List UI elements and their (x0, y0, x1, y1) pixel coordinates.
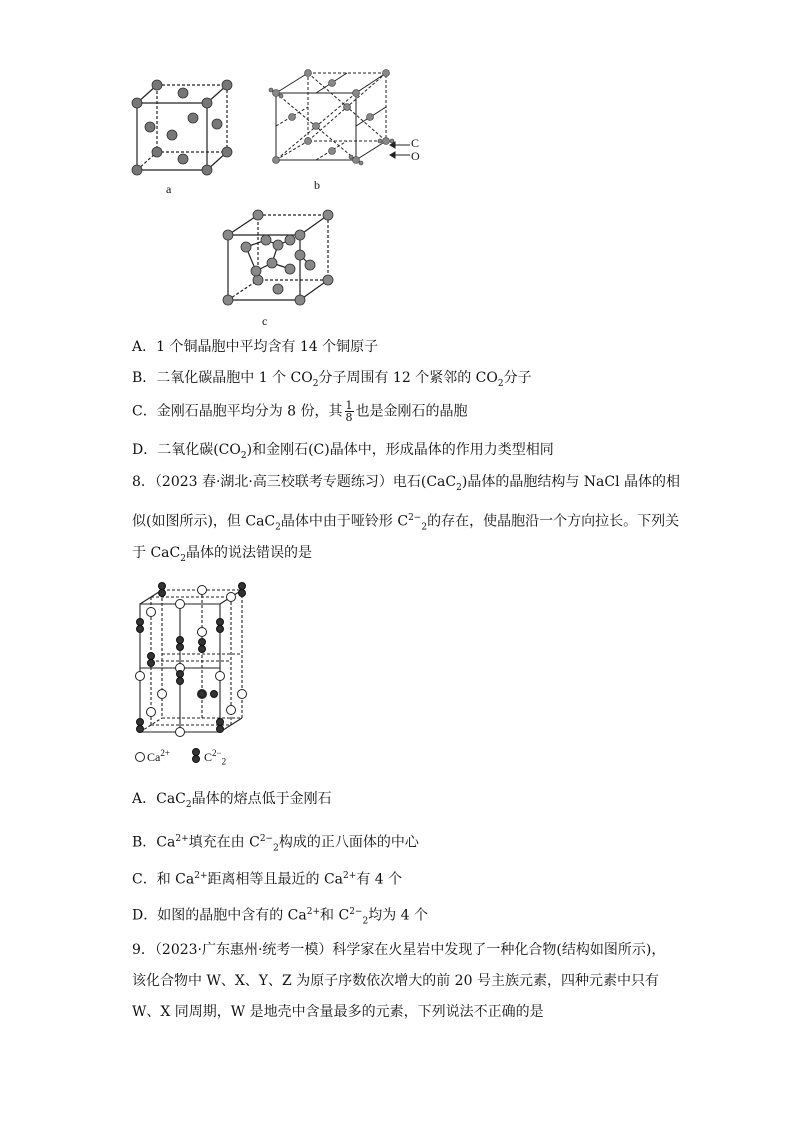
q8-stem-line-1: 8．（2023 春·湖北·高三校联考专题练习）电石(CaC$_2$)晶体的晶胞结构与 NaCl 晶体的相 (132, 474, 681, 493)
legend-c2-icon (190, 748, 202, 764)
q9-stem-line-3: W、X 同周期，W 是地壳中含量最多的元素，下列说法不正确的是 (132, 1004, 544, 1020)
q8-option-c: C．和 $Ca^{2+}$距离相等且最近的 $Ca^{2+}$有 4 个 (132, 871, 403, 888)
figure-b-label-o: O (411, 149, 420, 163)
q7-option-c: C．金刚石晶胞平均分为 8 份，其 $\frac{1}{8}$ 也是金刚石的晶胞 (132, 399, 468, 424)
q7-option-a: A．1 个铜晶胞中平均含有 14 个铜原子 (132, 339, 379, 355)
legend-ca-label: $Ca^{2+}$ (147, 748, 170, 764)
q8-option-b: B．$Ca^{2+}$填充在由 $C^{2-}_2$构成的正八面体的中心 (132, 834, 419, 854)
figure-a-fcc-cell (125, 75, 245, 185)
legend-c2-label: $C^{2-}_2$ (204, 748, 227, 767)
fraction-one-eighth: $\frac{1}{8}$ (345, 399, 353, 424)
q8-option-d: D．如图的晶胞中含有的 $Ca^{2+}$和 $C^{2-}_2$均为 4 个 (132, 907, 429, 927)
figure-b-label: b (314, 178, 320, 192)
q7-option-b: B．二氧化碳晶胞中 1 个 $CO_2$分子周围有 12 个紧邻的 $CO_2$分子 (132, 370, 532, 389)
q8-stem-line-2: 似(如图所示)，但 CaC$_2$晶体中由于哑铃形 $C^{2-}_2$的存在，使晶胞沿一个方向拉长。下列关 (132, 513, 680, 533)
q8-option-a: A．CaC$_2$晶体的熔点低于金刚石 (132, 791, 332, 810)
q7-option-d: D．二氧化碳$(CO_2)$和金刚石(C)晶体中，形成晶体的作用力类型相同 (132, 442, 554, 461)
figure-c-diamond-cell (220, 205, 340, 315)
figure-a-label: a (166, 182, 172, 196)
q8-stem-line-3: 于 CaC$_2$晶体的说法错误的是 (132, 545, 312, 564)
q9-stem-line-1: 9．（2023·广东惠州·统考一模）科学家在火星岩中发现了一种化合物(结构如图所示)， (132, 942, 666, 958)
figure-c-label: c (262, 314, 268, 328)
figure-cac2-cell (132, 582, 262, 752)
legend-ca-icon (134, 751, 146, 763)
figure-b-arrows (388, 138, 428, 168)
q9-stem-line-2: 该化合物中 W、X、Y、Z 为原子序数依次增大的前 20 号主族元素，四种元素中只有 (132, 973, 659, 989)
figure-b-label-c: C (411, 136, 420, 150)
